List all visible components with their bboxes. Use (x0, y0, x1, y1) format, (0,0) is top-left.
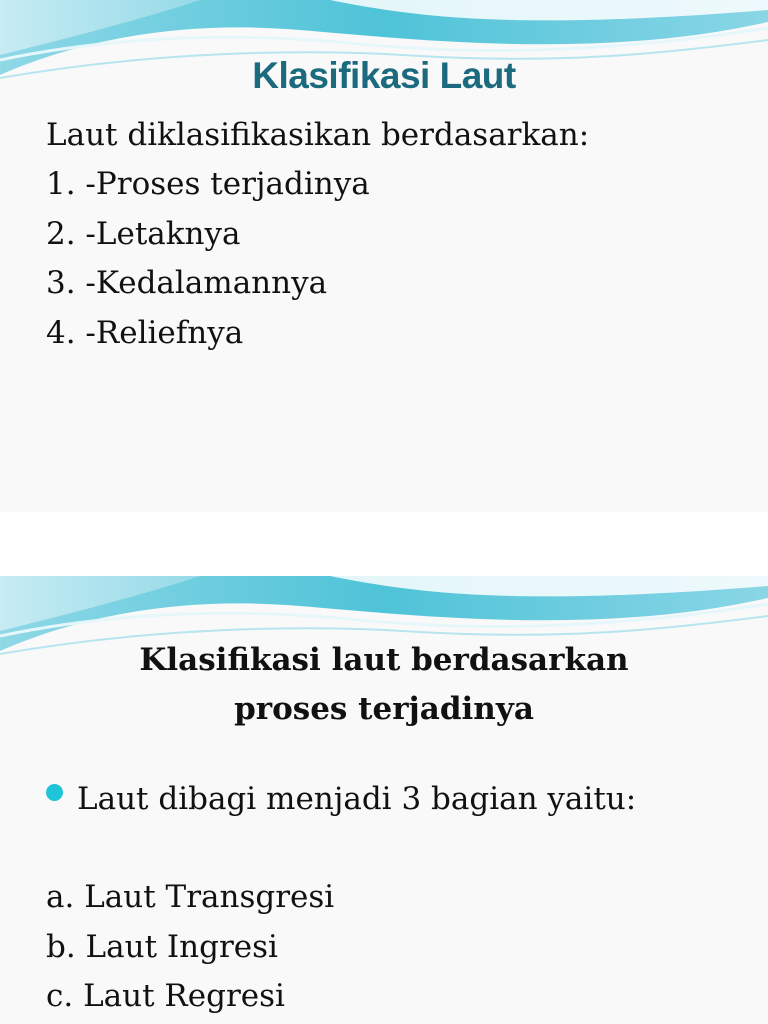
list-item: 2. -Letaknya (46, 215, 241, 252)
intro-text: Laut diklasifikasikan berdasarkan: (46, 117, 590, 153)
bullet-line (46, 775, 636, 825)
list-item: 4. -Reliefnya (46, 314, 244, 351)
classification-list (46, 160, 370, 358)
list-item: b. Laut Ingresi (46, 928, 278, 965)
list-item: 1. -Proses terjadinya (46, 166, 370, 202)
sea-type-list (46, 873, 334, 1022)
bullet-dot-icon (46, 784, 63, 801)
bullet-text: Laut dibagi menjadi 3 bagian yaitu: (77, 781, 637, 817)
title-line-1: Klasifikasi laut berdasarkan (139, 642, 629, 678)
list-item: 3. -Kedalamannya (46, 265, 328, 301)
slide-2 (0, 576, 768, 1024)
title-line-2: proses terjadinya (234, 691, 534, 727)
list-item: c. Laut Regresi (46, 978, 285, 1014)
slide-title (0, 636, 768, 734)
list-item: a. Laut Transgresi (46, 879, 335, 915)
slide-title: Klasifikasi Laut (252, 55, 516, 96)
